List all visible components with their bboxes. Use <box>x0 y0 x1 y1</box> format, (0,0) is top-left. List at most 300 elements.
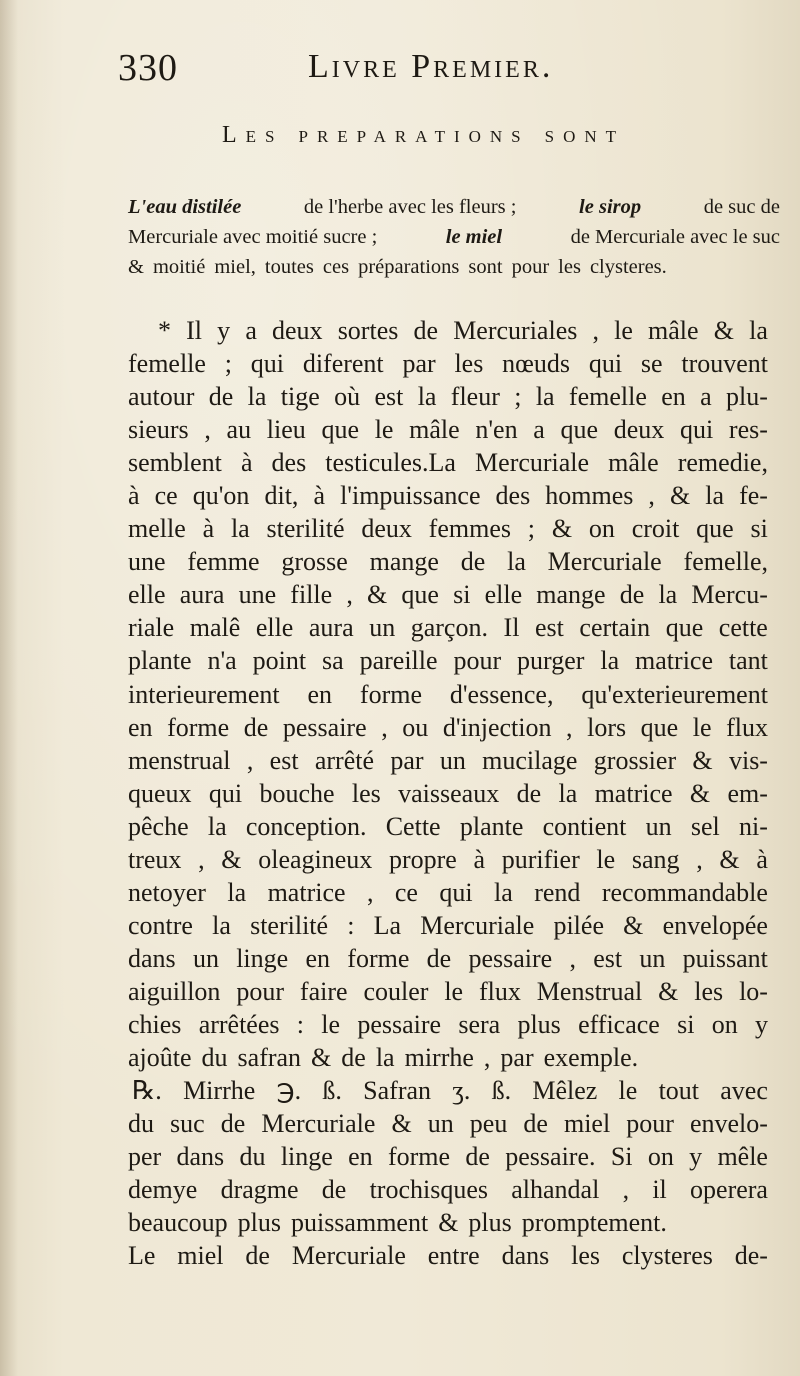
word: que <box>560 415 599 445</box>
word: envelopée <box>662 910 768 940</box>
word: promptement. <box>521 1208 667 1238</box>
word: le <box>444 976 464 1006</box>
word: La <box>373 910 402 940</box>
intro-text-segment: Mercuriale avec moitié sucre ; <box>128 226 378 248</box>
text-line <box>128 1206 768 1239</box>
intro-word: moitié <box>152 256 206 278</box>
word: menstrual <box>128 745 231 775</box>
word: : <box>296 1009 305 1039</box>
page-gutter-shadow <box>0 0 18 1376</box>
word: matrice <box>267 877 346 907</box>
word: la <box>658 580 678 610</box>
word: chies <box>128 1009 182 1039</box>
word: mâle <box>409 415 460 445</box>
word: un <box>427 1109 454 1139</box>
word: par <box>390 745 424 775</box>
word: la <box>375 1043 395 1073</box>
word: autour <box>128 382 195 412</box>
word: à <box>128 481 140 511</box>
word: deux <box>272 316 323 345</box>
word: en <box>128 712 153 742</box>
intro-word: toutes <box>264 256 314 278</box>
word: les <box>454 349 484 379</box>
word: a <box>245 316 257 345</box>
word: mange <box>369 547 439 577</box>
word: pessaire. <box>505 1142 596 1172</box>
word: la <box>705 481 725 511</box>
word: , <box>246 745 254 775</box>
word: contient <box>542 811 627 841</box>
word: a <box>700 382 712 412</box>
word: ℈. <box>276 1076 302 1106</box>
intro-word: clysteres. <box>589 256 667 278</box>
word: trouvent <box>681 349 768 379</box>
word: deux <box>361 514 412 544</box>
word: , <box>648 481 655 511</box>
word: de <box>465 1142 490 1172</box>
word: ℞. <box>132 1076 162 1106</box>
word: dans <box>128 943 176 973</box>
word: on <box>588 514 615 544</box>
word: , <box>622 1175 630 1205</box>
word: la <box>507 547 526 577</box>
word: faire <box>299 976 348 1006</box>
text-line <box>128 942 768 975</box>
word: , <box>204 415 211 445</box>
word: Mirrhe <box>183 1076 256 1106</box>
word: les <box>571 1241 601 1271</box>
word: linge <box>236 943 289 973</box>
intro-line <box>128 222 780 252</box>
word: avec <box>720 1076 768 1106</box>
word: purger <box>517 646 585 676</box>
word: & <box>689 778 711 808</box>
word: cette <box>718 613 768 643</box>
word: sera <box>458 1009 501 1039</box>
word: : <box>347 910 355 940</box>
intro-text-segment: de l'herbe avec les fleurs ; <box>303 196 517 218</box>
text-line <box>128 644 768 677</box>
text-line <box>128 611 768 644</box>
page-number: 330 <box>118 47 178 89</box>
intro-word: miel, <box>214 256 256 278</box>
word: , <box>566 712 573 742</box>
word: ; <box>514 382 522 412</box>
word: , <box>381 712 388 742</box>
text-line <box>128 1008 768 1041</box>
word: se <box>640 349 663 379</box>
word: treux <box>128 844 182 874</box>
word: demye <box>128 1175 198 1205</box>
word: la <box>494 877 513 907</box>
word: au <box>226 415 252 445</box>
word: plus <box>468 1208 512 1238</box>
word: & <box>391 1109 412 1139</box>
word: croit <box>631 514 680 544</box>
word: & <box>551 514 573 544</box>
word: Mercu- <box>691 580 768 610</box>
word: suc <box>170 1109 205 1139</box>
word: garçon. <box>410 613 488 643</box>
word: une <box>128 547 166 577</box>
word: mâle <box>648 316 699 345</box>
intro-line <box>128 192 780 222</box>
text-line <box>128 413 768 446</box>
word: en <box>661 382 686 412</box>
text-line <box>128 479 768 512</box>
word: de <box>208 382 234 412</box>
word: aiguillon <box>128 976 221 1006</box>
word: un <box>645 811 672 841</box>
word: lors <box>587 712 627 742</box>
word: plus <box>517 1009 561 1039</box>
word: dans <box>501 1241 550 1271</box>
word: forme <box>167 712 230 742</box>
word: , <box>366 877 374 907</box>
word: femmes <box>428 514 511 544</box>
text-line <box>128 1173 768 1206</box>
word: matrice <box>594 778 673 808</box>
word: safran <box>237 1043 302 1073</box>
word: puissant <box>682 943 768 973</box>
word: si <box>750 514 768 544</box>
word: plante <box>459 811 524 841</box>
word: la <box>749 316 768 345</box>
intro-paragraph <box>128 192 780 282</box>
word: en <box>307 679 333 709</box>
word: hommes <box>545 481 634 511</box>
word: rend <box>534 877 581 907</box>
word: plus <box>237 1208 281 1238</box>
word: vaisseaux <box>398 778 500 808</box>
word: dans <box>176 1142 225 1172</box>
word: aura <box>179 580 225 610</box>
text-line <box>128 909 768 942</box>
word: de- <box>734 1241 768 1271</box>
word: qu'on <box>192 481 250 511</box>
word: qui <box>250 349 285 379</box>
word: qu'exterieurement <box>581 679 768 709</box>
word: contre <box>128 910 193 940</box>
word: le <box>321 1009 341 1039</box>
word: pessaire <box>357 1009 442 1039</box>
word: y <box>754 1009 768 1039</box>
word: d'essence, <box>449 679 554 709</box>
word: * <box>158 316 171 345</box>
running-head <box>118 46 638 96</box>
word: à <box>313 481 326 511</box>
word: un <box>439 745 466 775</box>
word: de <box>523 1109 548 1139</box>
word: sel <box>690 811 720 841</box>
word: ß. <box>491 1076 512 1106</box>
word: la <box>230 514 250 544</box>
body-paragraph <box>128 314 768 1272</box>
word: , <box>569 943 576 973</box>
text-line <box>128 777 768 810</box>
word: on <box>647 1142 674 1172</box>
word: la <box>227 877 247 907</box>
word: alhandal <box>511 1175 600 1205</box>
word: n'a <box>207 646 237 676</box>
word: plante <box>128 646 192 676</box>
word: clysteres <box>621 1241 713 1271</box>
word: le <box>614 316 633 345</box>
word: la <box>247 382 267 412</box>
word: bouche <box>259 778 335 808</box>
word: sa <box>321 646 344 676</box>
word: qui <box>439 877 473 907</box>
intro-italic-term: L'eau distilée <box>128 196 242 218</box>
word: Mercuriale <box>420 910 535 940</box>
word: semblent <box>128 448 222 478</box>
word: efficace <box>578 1009 660 1039</box>
word: Le <box>128 1241 156 1271</box>
word: lo- <box>739 976 768 1006</box>
word: d'injection <box>442 712 552 742</box>
word: pour <box>236 976 285 1006</box>
word: est <box>593 943 623 973</box>
word: un <box>639 943 666 973</box>
word: la <box>207 811 227 841</box>
word: dit, <box>264 481 299 511</box>
word: de <box>220 1109 246 1139</box>
word: il <box>652 1175 667 1205</box>
word: de <box>243 712 269 742</box>
word: du <box>128 1109 154 1139</box>
word: mâle <box>608 448 659 478</box>
word: arrêté <box>314 745 375 775</box>
word: & <box>719 844 740 874</box>
word: à <box>756 844 768 874</box>
word: matrice <box>635 646 713 676</box>
word: tant <box>728 646 768 676</box>
word: envelo- <box>689 1109 768 1139</box>
word: le <box>596 844 616 874</box>
word: de <box>245 1241 270 1271</box>
word: des <box>495 481 531 511</box>
word: que <box>640 712 679 742</box>
intro-word: préparations <box>358 256 460 278</box>
word: mange <box>536 580 606 610</box>
word: & <box>311 1043 332 1073</box>
word: est <box>374 382 404 412</box>
word: ʒ. <box>452 1076 471 1106</box>
word: femelle, <box>683 547 768 577</box>
word: la <box>558 778 578 808</box>
word: certain <box>579 613 651 643</box>
word: malê <box>189 613 241 643</box>
word: qui <box>588 349 623 379</box>
intro-word: ces <box>322 256 350 278</box>
word: que <box>696 514 734 544</box>
word: point <box>252 646 307 676</box>
word: purifier <box>501 844 580 874</box>
word: si <box>677 1009 695 1039</box>
word: le <box>374 415 394 445</box>
word: ni- <box>739 811 768 841</box>
word: de <box>341 1043 366 1073</box>
text-line <box>128 1041 768 1074</box>
word: & <box>692 745 713 775</box>
word: remedie, <box>677 448 768 478</box>
word: pessaire <box>468 943 553 973</box>
word: la <box>535 382 555 412</box>
text-line <box>128 512 768 545</box>
word: arrêtées <box>198 1009 280 1039</box>
word: aura <box>308 613 354 643</box>
word: à <box>240 448 253 478</box>
word: & <box>658 976 679 1006</box>
word: ajoûte <box>128 1043 192 1073</box>
word: que <box>401 580 439 610</box>
word: un <box>369 613 396 643</box>
section-heading: Les preparations sont <box>222 122 626 148</box>
word: fille <box>290 580 333 610</box>
word: res- <box>728 415 768 445</box>
word: beaucoup <box>128 1208 228 1238</box>
word: queux <box>128 778 192 808</box>
word: deux <box>613 415 665 445</box>
word: & <box>623 910 644 940</box>
word: est <box>534 613 564 643</box>
word: Menstrual <box>536 976 643 1006</box>
word: de <box>516 778 542 808</box>
word: de <box>460 547 486 577</box>
word: flux <box>726 712 768 742</box>
word: sang <box>631 844 680 874</box>
text-line <box>128 678 768 711</box>
word: Mercuriale <box>261 1109 376 1139</box>
word: dragme <box>220 1175 299 1205</box>
word: sieurs <box>128 415 189 445</box>
word: Mercuriale <box>475 448 590 478</box>
intro-word: & <box>128 256 144 278</box>
word: de <box>413 316 439 345</box>
book-title: Livre Premier. <box>308 48 554 85</box>
word: pour <box>626 1109 674 1139</box>
word: em- <box>727 778 768 808</box>
word: testicules.La <box>325 448 456 478</box>
word: Il <box>503 613 520 643</box>
word: plu- <box>726 382 768 412</box>
word: , <box>198 844 205 874</box>
word: forme <box>359 679 422 709</box>
word: on <box>711 1009 738 1039</box>
word: sterilité <box>266 514 345 544</box>
text-line <box>128 1107 768 1140</box>
word: grosse <box>281 547 348 577</box>
word: la <box>212 910 231 940</box>
word: femme <box>187 547 260 577</box>
word: pilée <box>553 910 604 940</box>
word: elle <box>128 580 166 610</box>
word: en <box>348 1142 373 1172</box>
word: per <box>128 1142 162 1172</box>
word: Mêlez <box>532 1076 598 1106</box>
intro-italic-term: le sirop <box>579 196 642 218</box>
text-line <box>128 347 768 380</box>
word: peu <box>469 1109 508 1139</box>
word: trochisques <box>369 1175 488 1205</box>
word: ce <box>154 481 178 511</box>
word: ß. <box>322 1076 342 1106</box>
word: & <box>366 580 388 610</box>
word: qui <box>680 415 714 445</box>
word: & <box>438 1208 459 1238</box>
text-line <box>128 1239 768 1272</box>
word: diferent <box>302 349 384 379</box>
word: , <box>483 1043 491 1073</box>
word: du <box>239 1142 266 1172</box>
word: melle <box>128 514 186 544</box>
word: de <box>321 1175 347 1205</box>
word: recommandable <box>601 877 768 907</box>
text-line <box>128 810 768 843</box>
word: femelle <box>128 349 206 379</box>
word: Mercuriales <box>453 316 578 345</box>
word: par <box>500 1043 534 1073</box>
word: y <box>689 1142 703 1172</box>
word: par <box>402 349 436 379</box>
word: ; <box>527 514 536 544</box>
word: mucilage <box>482 745 578 775</box>
word: que <box>321 415 360 445</box>
word: Il <box>186 316 203 345</box>
text-line <box>128 545 768 578</box>
word: le <box>692 712 712 742</box>
word: tige <box>280 382 320 412</box>
word: fe- <box>739 481 768 511</box>
word: couler <box>363 976 429 1006</box>
intro-text-segment: de Mercuriale avec le suc <box>570 226 780 248</box>
word: conception. <box>245 811 367 841</box>
word: puissamment <box>290 1208 429 1238</box>
word: Cette <box>385 811 441 841</box>
word: pareille <box>359 646 438 676</box>
text-line <box>128 876 768 909</box>
word: du <box>201 1043 228 1073</box>
word: sortes <box>337 316 399 345</box>
word: elle <box>255 613 294 643</box>
word: à <box>202 514 215 544</box>
intro-word: les <box>558 256 581 278</box>
word: & <box>669 481 691 511</box>
word: sterilité <box>250 910 329 940</box>
word: forme <box>387 1142 451 1172</box>
word: mirrhe <box>404 1043 474 1073</box>
word: nœuds <box>502 349 571 379</box>
word: tout <box>658 1076 700 1106</box>
word: ou <box>402 712 429 742</box>
word: propre <box>388 844 457 874</box>
word: ; <box>224 349 232 379</box>
word: forme <box>347 943 410 973</box>
word: pessaire <box>282 712 367 742</box>
word: à <box>473 844 486 874</box>
word: fleur <box>450 382 500 412</box>
word: mêle <box>717 1142 768 1172</box>
word: entre <box>427 1241 480 1271</box>
word: femelle <box>568 382 647 412</box>
text-line <box>128 744 768 777</box>
word: de <box>426 943 452 973</box>
text-line <box>128 1140 768 1173</box>
word: la <box>417 382 437 412</box>
word: y <box>217 316 231 345</box>
word: Si <box>610 1142 633 1172</box>
word: Mercuriale <box>547 547 662 577</box>
